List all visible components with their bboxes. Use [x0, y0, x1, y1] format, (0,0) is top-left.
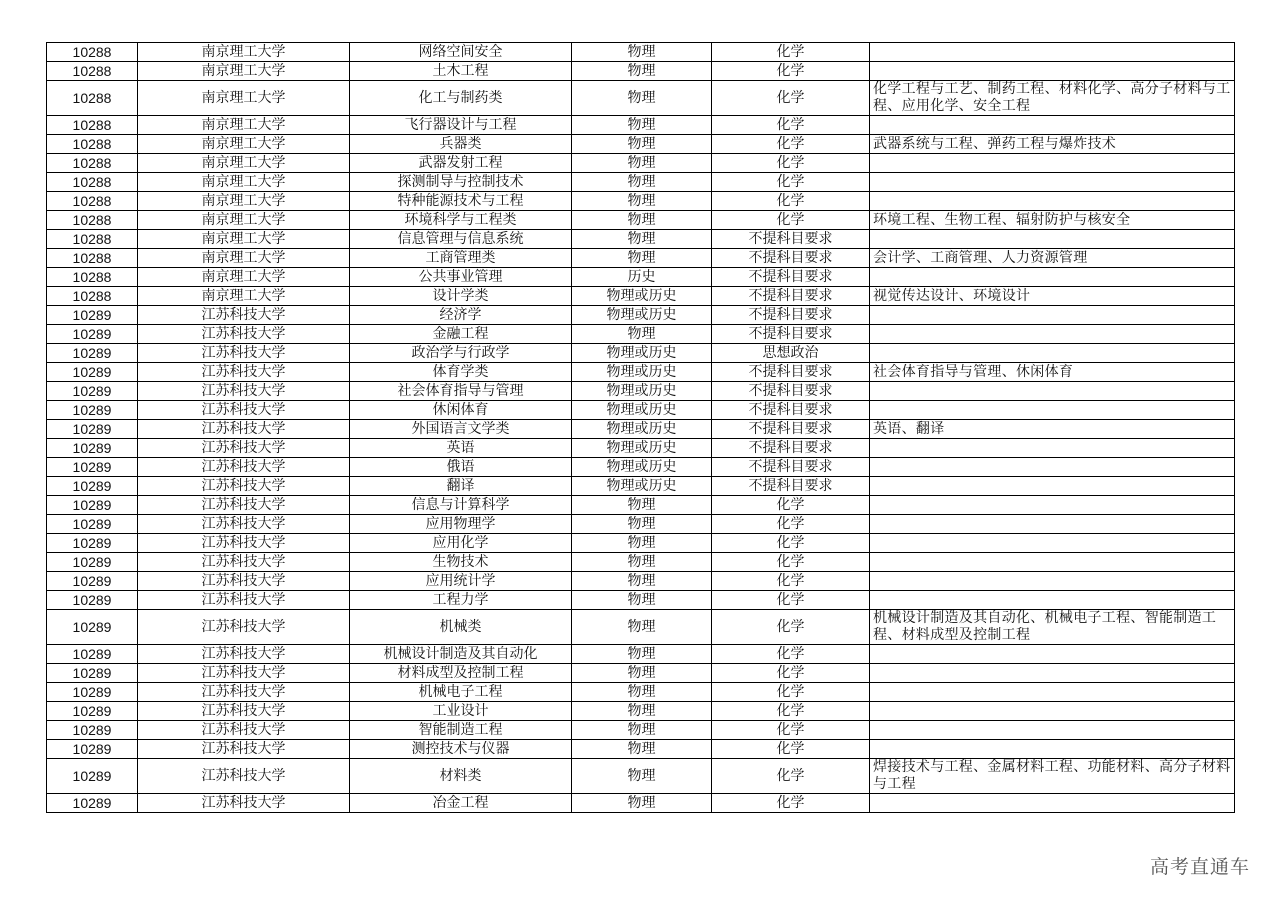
second-subject-cell: 化学 [712, 515, 870, 534]
included-majors-cell: 武器系统与工程、弹药工程与爆炸技术 [870, 135, 1235, 154]
school-name-cell: 江苏科技大学 [138, 515, 350, 534]
first-subject-cell: 物理或历史 [572, 458, 712, 477]
table-row [47, 81, 1235, 116]
second-subject-cell: 不提科目要求 [712, 268, 870, 287]
second-subject-cell: 化学 [712, 591, 870, 610]
first-subject-cell: 物理 [572, 62, 712, 81]
school-code-cell: 10289 [47, 515, 138, 534]
included-majors-cell [870, 230, 1235, 249]
table-row [47, 401, 1235, 420]
first-subject-cell: 物理或历史 [572, 306, 712, 325]
school-name-cell: 江苏科技大学 [138, 477, 350, 496]
included-majors-cell [870, 458, 1235, 477]
first-subject-cell: 历史 [572, 268, 712, 287]
first-subject-cell: 物理 [572, 116, 712, 135]
major-name-cell: 飞行器设计与工程 [350, 116, 572, 135]
table-row [47, 268, 1235, 287]
table-row [47, 645, 1235, 664]
second-subject-cell: 化学 [712, 81, 870, 116]
included-majors-cell [870, 664, 1235, 683]
table-row [47, 458, 1235, 477]
school-name-cell: 南京理工大学 [138, 230, 350, 249]
major-name-cell: 化工与制药类 [350, 81, 572, 116]
major-name-cell: 经济学 [350, 306, 572, 325]
school-code-cell: 10289 [47, 439, 138, 458]
table-row [47, 211, 1235, 230]
first-subject-cell: 物理 [572, 572, 712, 591]
school-code-cell: 10288 [47, 135, 138, 154]
school-code-cell: 10288 [47, 230, 138, 249]
school-code-cell: 10289 [47, 591, 138, 610]
second-subject-cell: 化学 [712, 721, 870, 740]
school-code-cell: 10289 [47, 683, 138, 702]
major-name-cell: 冶金工程 [350, 794, 572, 813]
major-name-cell: 材料类 [350, 759, 572, 794]
first-subject-cell: 物理 [572, 664, 712, 683]
second-subject-cell: 化学 [712, 553, 870, 572]
school-code-cell: 10289 [47, 759, 138, 794]
included-majors-cell [870, 62, 1235, 81]
second-subject-cell: 化学 [712, 62, 870, 81]
table-row [47, 62, 1235, 81]
included-majors-cell [870, 553, 1235, 572]
school-name-cell: 南京理工大学 [138, 287, 350, 306]
second-subject-cell: 化学 [712, 534, 870, 553]
major-name-cell: 工业设计 [350, 702, 572, 721]
school-name-cell: 江苏科技大学 [138, 325, 350, 344]
school-code-cell: 10288 [47, 287, 138, 306]
second-subject-cell: 化学 [712, 135, 870, 154]
major-name-cell: 外国语言文学类 [350, 420, 572, 439]
second-subject-cell: 不提科目要求 [712, 230, 870, 249]
school-name-cell: 江苏科技大学 [138, 572, 350, 591]
table-row [47, 420, 1235, 439]
first-subject-cell: 物理 [572, 496, 712, 515]
school-code-cell: 10289 [47, 534, 138, 553]
school-name-cell: 江苏科技大学 [138, 794, 350, 813]
major-name-cell: 智能制造工程 [350, 721, 572, 740]
school-name-cell: 南京理工大学 [138, 192, 350, 211]
school-name-cell: 南京理工大学 [138, 249, 350, 268]
first-subject-cell: 物理 [572, 81, 712, 116]
school-code-cell: 10288 [47, 268, 138, 287]
major-requirements-table [46, 42, 1235, 813]
school-name-cell: 南京理工大学 [138, 81, 350, 116]
school-name-cell: 江苏科技大学 [138, 382, 350, 401]
table-row [47, 363, 1235, 382]
table-row [47, 230, 1235, 249]
included-majors-cell [870, 382, 1235, 401]
included-majors-cell [870, 401, 1235, 420]
second-subject-cell: 不提科目要求 [712, 363, 870, 382]
major-name-cell: 设计学类 [350, 287, 572, 306]
table-row [47, 496, 1235, 515]
second-subject-cell: 化学 [712, 702, 870, 721]
included-majors-cell [870, 173, 1235, 192]
school-code-cell: 10289 [47, 306, 138, 325]
watermark-text: 高考直通车 [1149, 856, 1250, 878]
second-subject-cell: 思想政治 [712, 344, 870, 363]
school-code-cell: 10288 [47, 116, 138, 135]
second-subject-cell: 不提科目要求 [712, 477, 870, 496]
first-subject-cell: 物理 [572, 173, 712, 192]
table-row [47, 683, 1235, 702]
first-subject-cell: 物理 [572, 249, 712, 268]
first-subject-cell: 物理 [572, 610, 712, 645]
second-subject-cell: 化学 [712, 496, 870, 515]
school-code-cell: 10289 [47, 645, 138, 664]
school-name-cell: 江苏科技大学 [138, 702, 350, 721]
table-row [47, 116, 1235, 135]
major-name-cell: 应用化学 [350, 534, 572, 553]
school-name-cell: 江苏科技大学 [138, 420, 350, 439]
major-name-cell: 社会体育指导与管理 [350, 382, 572, 401]
school-name-cell: 江苏科技大学 [138, 363, 350, 382]
major-name-cell: 信息管理与信息系统 [350, 230, 572, 249]
included-majors-cell [870, 192, 1235, 211]
first-subject-cell: 物理或历史 [572, 401, 712, 420]
school-name-cell: 江苏科技大学 [138, 610, 350, 645]
first-subject-cell: 物理或历史 [572, 363, 712, 382]
second-subject-cell: 化学 [712, 572, 870, 591]
school-code-cell: 10289 [47, 496, 138, 515]
major-name-cell: 休闲体育 [350, 401, 572, 420]
second-subject-cell: 化学 [712, 610, 870, 645]
major-name-cell: 环境科学与工程类 [350, 211, 572, 230]
included-majors-cell [870, 740, 1235, 759]
table-body [47, 43, 1235, 813]
second-subject-cell: 不提科目要求 [712, 249, 870, 268]
major-name-cell: 土木工程 [350, 62, 572, 81]
school-code-cell: 10288 [47, 192, 138, 211]
school-name-cell: 江苏科技大学 [138, 591, 350, 610]
first-subject-cell: 物理 [572, 154, 712, 173]
first-subject-cell: 物理 [572, 43, 712, 62]
second-subject-cell: 化学 [712, 759, 870, 794]
school-name-cell: 江苏科技大学 [138, 496, 350, 515]
school-code-cell: 10289 [47, 477, 138, 496]
table-row [47, 154, 1235, 173]
school-name-cell: 南京理工大学 [138, 43, 350, 62]
major-name-cell: 材料成型及控制工程 [350, 664, 572, 683]
table-row [47, 591, 1235, 610]
second-subject-cell: 不提科目要求 [712, 420, 870, 439]
school-name-cell: 江苏科技大学 [138, 645, 350, 664]
first-subject-cell: 物理或历史 [572, 477, 712, 496]
school-name-cell: 江苏科技大学 [138, 401, 350, 420]
school-code-cell: 10289 [47, 553, 138, 572]
included-majors-cell [870, 439, 1235, 458]
table-row [47, 477, 1235, 496]
major-name-cell: 政治学与行政学 [350, 344, 572, 363]
table-row [47, 325, 1235, 344]
first-subject-cell: 物理 [572, 645, 712, 664]
included-majors-cell: 焊接技术与工程、金属材料工程、功能材料、高分子材料与工程 [870, 759, 1235, 794]
table-row [47, 534, 1235, 553]
included-majors-cell [870, 645, 1235, 664]
included-majors-cell: 视觉传达设计、环境设计 [870, 287, 1235, 306]
school-code-cell: 10288 [47, 43, 138, 62]
school-code-cell: 10288 [47, 81, 138, 116]
first-subject-cell: 物理或历史 [572, 439, 712, 458]
table-row [47, 702, 1235, 721]
included-majors-cell: 英语、翻译 [870, 420, 1235, 439]
included-majors-cell [870, 534, 1235, 553]
major-name-cell: 公共事业管理 [350, 268, 572, 287]
school-name-cell: 南京理工大学 [138, 173, 350, 192]
second-subject-cell: 不提科目要求 [712, 439, 870, 458]
first-subject-cell: 物理或历史 [572, 420, 712, 439]
table-row [47, 515, 1235, 534]
table-row [47, 740, 1235, 759]
included-majors-cell [870, 515, 1235, 534]
school-name-cell: 江苏科技大学 [138, 534, 350, 553]
major-name-cell: 工程力学 [350, 591, 572, 610]
second-subject-cell: 化学 [712, 740, 870, 759]
major-name-cell: 英语 [350, 439, 572, 458]
first-subject-cell: 物理 [572, 740, 712, 759]
major-name-cell: 测控技术与仪器 [350, 740, 572, 759]
school-code-cell: 10289 [47, 382, 138, 401]
second-subject-cell: 化学 [712, 116, 870, 135]
included-majors-cell: 社会体育指导与管理、休闲体育 [870, 363, 1235, 382]
included-majors-cell: 环境工程、生物工程、辐射防护与核安全 [870, 211, 1235, 230]
major-name-cell: 机械类 [350, 610, 572, 645]
first-subject-cell: 物理或历史 [572, 382, 712, 401]
table-row [47, 759, 1235, 794]
first-subject-cell: 物理 [572, 759, 712, 794]
major-name-cell: 信息与计算科学 [350, 496, 572, 515]
included-majors-cell [870, 572, 1235, 591]
included-majors-cell [870, 154, 1235, 173]
school-name-cell: 南京理工大学 [138, 268, 350, 287]
first-subject-cell: 物理 [572, 702, 712, 721]
school-code-cell: 10289 [47, 458, 138, 477]
table-row [47, 192, 1235, 211]
major-name-cell: 工商管理类 [350, 249, 572, 268]
first-subject-cell: 物理 [572, 230, 712, 249]
major-name-cell: 应用统计学 [350, 572, 572, 591]
school-name-cell: 江苏科技大学 [138, 306, 350, 325]
first-subject-cell: 物理或历史 [572, 344, 712, 363]
table-row [47, 344, 1235, 363]
included-majors-cell: 机械设计制造及其自动化、机械电子工程、智能制造工程、材料成型及控制工程 [870, 610, 1235, 645]
table-row [47, 306, 1235, 325]
second-subject-cell: 不提科目要求 [712, 287, 870, 306]
included-majors-cell [870, 116, 1235, 135]
second-subject-cell: 化学 [712, 43, 870, 62]
major-name-cell: 网络空间安全 [350, 43, 572, 62]
included-majors-cell [870, 702, 1235, 721]
table-row [47, 173, 1235, 192]
first-subject-cell: 物理 [572, 192, 712, 211]
included-majors-cell [870, 496, 1235, 515]
table-row [47, 382, 1235, 401]
table-row [47, 794, 1235, 813]
first-subject-cell: 物理 [572, 721, 712, 740]
second-subject-cell: 不提科目要求 [712, 306, 870, 325]
school-name-cell: 江苏科技大学 [138, 721, 350, 740]
school-code-cell: 10288 [47, 211, 138, 230]
table-row [47, 664, 1235, 683]
school-code-cell: 10289 [47, 572, 138, 591]
included-majors-cell [870, 794, 1235, 813]
second-subject-cell: 不提科目要求 [712, 382, 870, 401]
school-name-cell: 江苏科技大学 [138, 759, 350, 794]
included-majors-cell [870, 477, 1235, 496]
major-name-cell: 机械电子工程 [350, 683, 572, 702]
school-name-cell: 南京理工大学 [138, 62, 350, 81]
school-code-cell: 10289 [47, 664, 138, 683]
school-name-cell: 江苏科技大学 [138, 344, 350, 363]
table-row [47, 249, 1235, 268]
school-code-cell: 10288 [47, 173, 138, 192]
school-name-cell: 江苏科技大学 [138, 553, 350, 572]
school-code-cell: 10289 [47, 420, 138, 439]
second-subject-cell: 化学 [712, 664, 870, 683]
second-subject-cell: 不提科目要求 [712, 325, 870, 344]
major-name-cell: 探测制导与控制技术 [350, 173, 572, 192]
included-majors-cell [870, 325, 1235, 344]
table-row [47, 553, 1235, 572]
first-subject-cell: 物理 [572, 515, 712, 534]
first-subject-cell: 物理 [572, 325, 712, 344]
included-majors-cell [870, 721, 1235, 740]
major-name-cell: 体育学类 [350, 363, 572, 382]
second-subject-cell: 不提科目要求 [712, 401, 870, 420]
table-row [47, 572, 1235, 591]
major-name-cell: 特种能源技术与工程 [350, 192, 572, 211]
table-row [47, 721, 1235, 740]
school-code-cell: 10289 [47, 794, 138, 813]
table-row [47, 610, 1235, 645]
school-code-cell: 10289 [47, 740, 138, 759]
second-subject-cell: 化学 [712, 794, 870, 813]
included-majors-cell [870, 268, 1235, 287]
school-name-cell: 江苏科技大学 [138, 458, 350, 477]
school-code-cell: 10289 [47, 325, 138, 344]
second-subject-cell: 化学 [712, 683, 870, 702]
table-row [47, 135, 1235, 154]
major-name-cell: 俄语 [350, 458, 572, 477]
included-majors-cell: 会计学、工商管理、人力资源管理 [870, 249, 1235, 268]
second-subject-cell: 不提科目要求 [712, 458, 870, 477]
school-code-cell: 10289 [47, 401, 138, 420]
school-code-cell: 10288 [47, 62, 138, 81]
major-name-cell: 应用物理学 [350, 515, 572, 534]
school-name-cell: 南京理工大学 [138, 154, 350, 173]
first-subject-cell: 物理或历史 [572, 287, 712, 306]
second-subject-cell: 化学 [712, 173, 870, 192]
included-majors-cell [870, 43, 1235, 62]
first-subject-cell: 物理 [572, 534, 712, 553]
second-subject-cell: 化学 [712, 211, 870, 230]
school-name-cell: 江苏科技大学 [138, 683, 350, 702]
school-name-cell: 南京理工大学 [138, 211, 350, 230]
major-name-cell: 武器发射工程 [350, 154, 572, 173]
major-name-cell: 兵器类 [350, 135, 572, 154]
school-code-cell: 10288 [47, 154, 138, 173]
school-code-cell: 10289 [47, 363, 138, 382]
second-subject-cell: 化学 [712, 645, 870, 664]
included-majors-cell: 化学工程与工艺、制药工程、材料化学、高分子材料与工程、应用化学、安全工程 [870, 81, 1235, 116]
first-subject-cell: 物理 [572, 211, 712, 230]
school-code-cell: 10289 [47, 610, 138, 645]
included-majors-cell [870, 306, 1235, 325]
included-majors-cell [870, 591, 1235, 610]
first-subject-cell: 物理 [572, 553, 712, 572]
first-subject-cell: 物理 [572, 683, 712, 702]
school-code-cell: 10289 [47, 344, 138, 363]
second-subject-cell: 化学 [712, 192, 870, 211]
school-name-cell: 南京理工大学 [138, 135, 350, 154]
table-row [47, 439, 1235, 458]
school-name-cell: 南京理工大学 [138, 116, 350, 135]
first-subject-cell: 物理 [572, 135, 712, 154]
included-majors-cell [870, 683, 1235, 702]
major-name-cell: 生物技术 [350, 553, 572, 572]
first-subject-cell: 物理 [572, 794, 712, 813]
table-row [47, 43, 1235, 62]
school-code-cell: 10289 [47, 721, 138, 740]
second-subject-cell: 化学 [712, 154, 870, 173]
first-subject-cell: 物理 [572, 591, 712, 610]
school-name-cell: 江苏科技大学 [138, 740, 350, 759]
included-majors-cell [870, 344, 1235, 363]
school-code-cell: 10289 [47, 702, 138, 721]
school-name-cell: 江苏科技大学 [138, 664, 350, 683]
table-row [47, 287, 1235, 306]
school-name-cell: 江苏科技大学 [138, 439, 350, 458]
major-name-cell: 机械设计制造及其自动化 [350, 645, 572, 664]
major-name-cell: 金融工程 [350, 325, 572, 344]
school-code-cell: 10288 [47, 249, 138, 268]
major-name-cell: 翻译 [350, 477, 572, 496]
